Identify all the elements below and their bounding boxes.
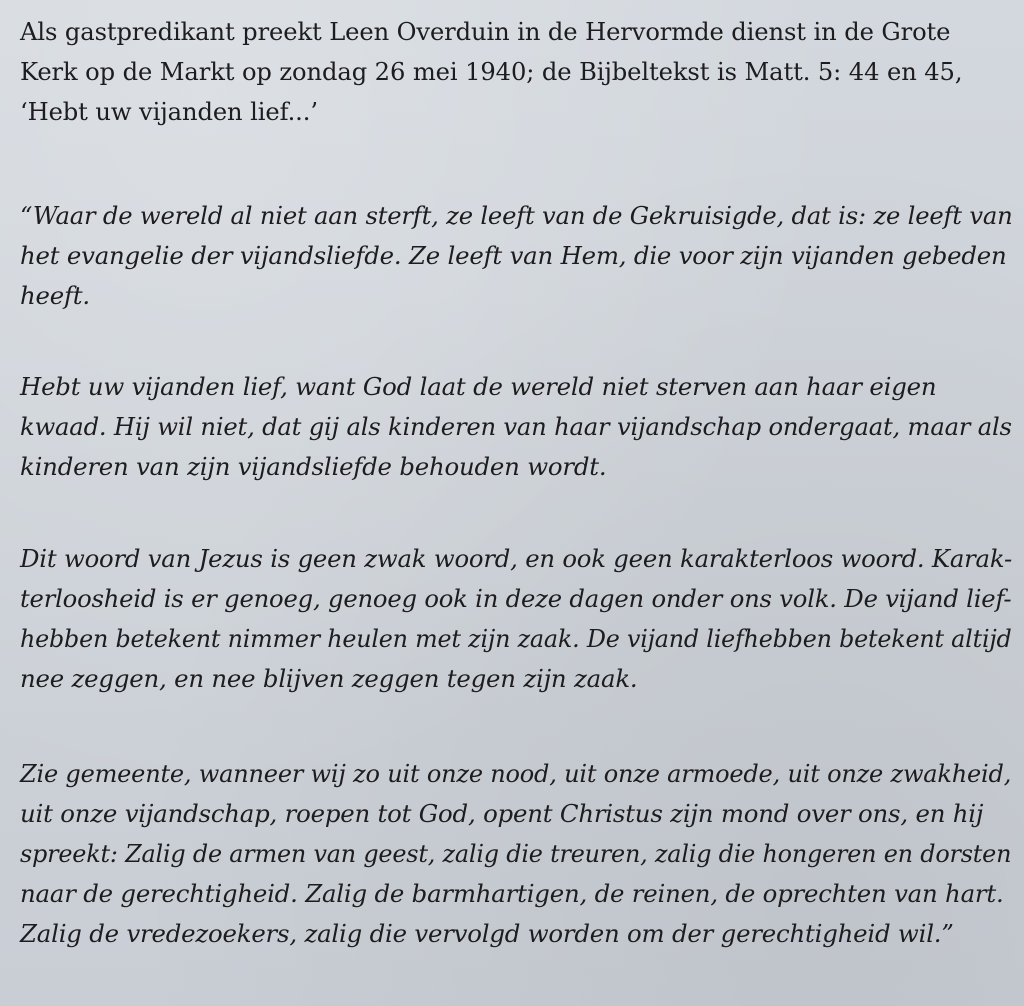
sermon-line: uit onze vijandschap, roepen tot God, opent Christus zijn mond over ons, en hij xyxy=(20,799,984,828)
intro-line: Kerk op de Markt op zondag 26 mei 1940; de Bijbeltekst is Matt. 5: 44 en 45, xyxy=(20,58,963,86)
sermon-line: hebben betekent nimmer heulen met zijn zaak. De vijand liefhebben betekent altijd xyxy=(20,625,1012,653)
sermon-line: spreekt: Zalig de armen van geest, zalig die treuren, zalig die hongeren en dorsten xyxy=(20,840,1012,868)
sermon-paragraph-4 xyxy=(20,754,1010,954)
sermon-paragraph-1 xyxy=(20,196,1013,316)
intro-line: ‘Hebt uw vijanden lief...’ xyxy=(20,98,318,126)
sermon-line: “Waar de wereld al niet aan sterft, ze leeft van de Gekruisigde, dat is: ze leeft van xyxy=(20,201,1013,230)
intro-paragraph xyxy=(20,12,1010,132)
sermon-line: het evangelie der vijandsliefde. Ze leeft van Hem, die voor zijn vijanden gebeden xyxy=(20,241,1007,270)
sermon-line: heeft. xyxy=(20,281,90,310)
sermon-line: kinderen van zijn vijandsliefde behouden wordt. xyxy=(20,452,607,481)
intro-line: Als gastpredikant preekt Leen Overduin in de Hervormde dienst in de Grote xyxy=(20,18,951,46)
sermon-line: terloosheid is er genoeg, genoeg ook in deze dagen onder ons volk. De vijand lief- xyxy=(20,584,1012,613)
sermon-paragraph-3 xyxy=(20,539,1010,699)
sermon-line: Dit woord van Jezus is geen zwak woord, en ook geen karakterloos woord. Karak- xyxy=(20,544,1012,573)
sermon-line: Zie gemeente, wanneer wij zo uit onze nood, uit onze armoede, uit onze zwakheid, xyxy=(20,760,1012,788)
sermon-line: Zalig de vredezoekers, zalig die vervolgd worden om der gerechtigheid wil.” xyxy=(20,919,954,948)
sermon-paragraph-2 xyxy=(20,367,1010,487)
sermon-line: kwaad. Hij wil niet, dat gij als kinderen van haar vijandschap ondergaat, maar als xyxy=(20,412,1012,441)
sermon-line: nee zeggen, en nee blijven zeggen tegen zijn zaak. xyxy=(20,664,638,693)
sermon-line: naar de gerechtigheid. Zalig de barmhartigen, de reinen, de oprechten van hart. xyxy=(20,879,1004,908)
sermon-line: Hebt uw vijanden lief, want God laat de wereld niet sterven aan haar eigen xyxy=(20,372,937,401)
